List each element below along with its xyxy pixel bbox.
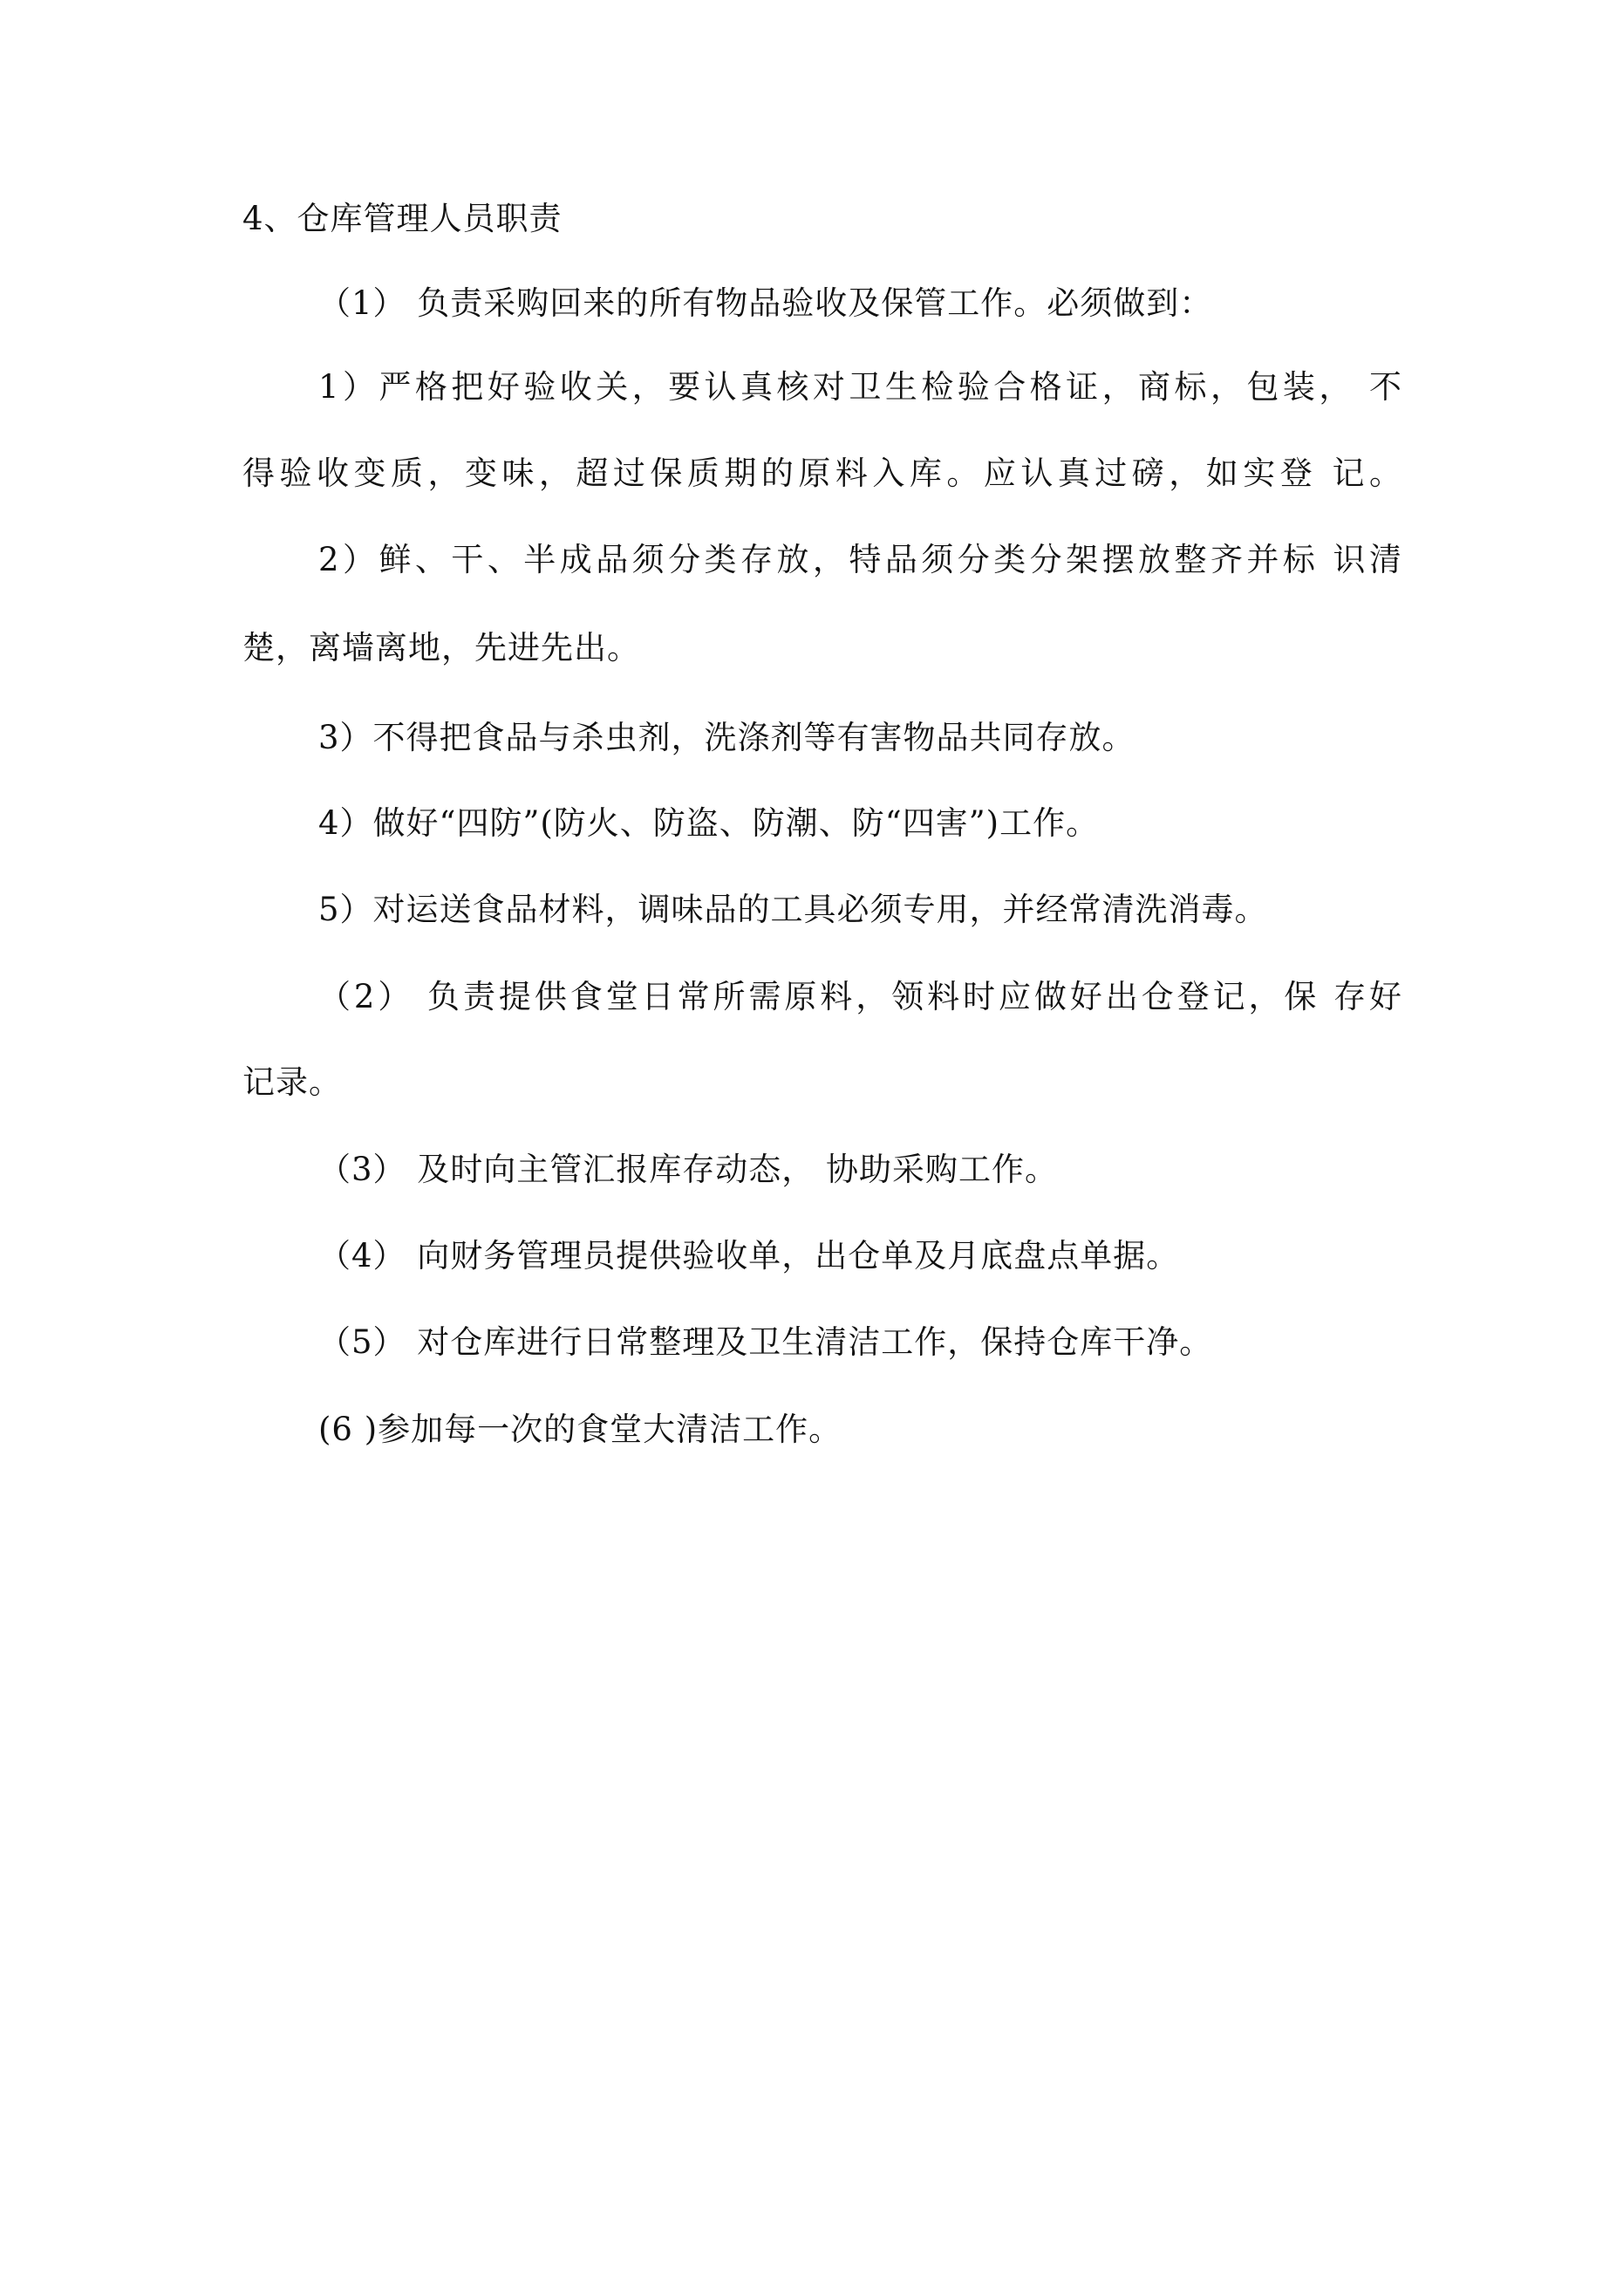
subitem-1-line-1: 1）严格把好验收关，要认真核对卫生检验合格证，商标，包装， 不 bbox=[318, 368, 1402, 406]
subitem-2-line-2: 楚，离墙离地，先进先出。 bbox=[242, 629, 640, 666]
subitem-3-line: 3）不得把食品与杀虫剂，洗涤剂等有害物品共同存放。 bbox=[318, 719, 1135, 756]
item-2-line-2: 记录。 bbox=[242, 1063, 342, 1101]
section-heading: 4、仓库管理人员职责 bbox=[242, 200, 563, 237]
item-2-line-1: （2） 负责提供食堂日常所需原料，领料时应做好出仓登记，保 存好 bbox=[318, 978, 1402, 1015]
item-3-line: （3） 及时向主管汇报库存动态， 协助采购工作。 bbox=[318, 1151, 1059, 1188]
item-5-line: （5） 对仓库进行日常整理及卫生清洁工作，保持仓库干净。 bbox=[318, 1323, 1213, 1361]
item-6-line: (6 )参加每一次的食堂大清洁工作。 bbox=[318, 1411, 842, 1448]
subitem-1-line-2: 得验收变质，变味，超过保质期的原料入库。应认真过磅，如实登 记。 bbox=[242, 454, 1402, 492]
subitem-5-line: 5）对运送食品材料，调味品的工具必须专用，并经常清洗消毒。 bbox=[318, 891, 1268, 928]
item-1-line: （1） 负责采购回来的所有物品验收及保管工作。必须做到： bbox=[318, 284, 1213, 322]
subitem-4-line: 4）做好“四防”(防火、防盗、防潮、防“四害”)工作。 bbox=[318, 804, 1100, 842]
item-4-line: （4） 向财务管理员提供验收单，出仓单及月底盘点单据。 bbox=[318, 1237, 1180, 1274]
subitem-2-line-1: 2）鲜、干、半成品须分类存放，特品须分类分架摆放整齐并标 识清 bbox=[318, 541, 1402, 578]
